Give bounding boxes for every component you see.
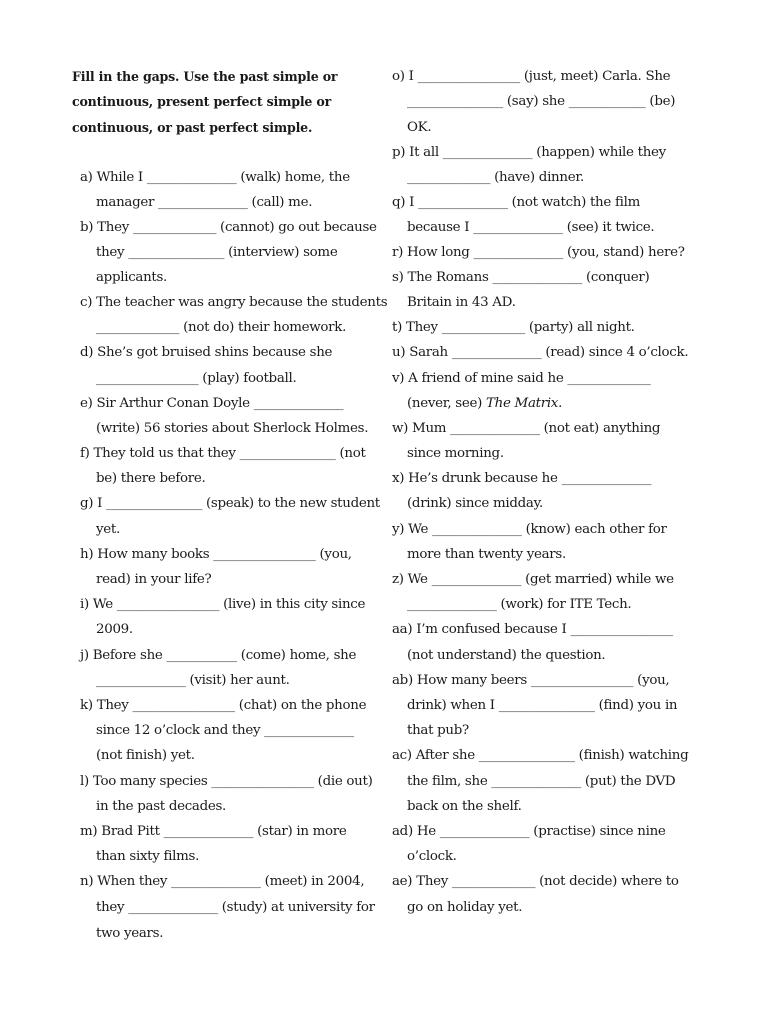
exercise-u-line-1: u) Sarah ______________ (read) since 4 o’clock. (392, 345, 689, 360)
exercise-o-line-2: _______________ (say) she ____________ (be) (407, 94, 676, 109)
exercise-t-line-1: t) They _____________ (party) all night. (392, 320, 635, 335)
exercise-a-line-2: manager ______________ (call) me. (96, 195, 313, 210)
exercise-p-line-2: _____________ (have) dinner. (407, 170, 584, 185)
exercise-g-line-2: yet. (96, 522, 120, 537)
instructions-line-1: Fill in the gaps. Use the past simple or (72, 69, 338, 84)
exercise-c-line-2: _____________ (not do) their homework. (96, 320, 347, 335)
exercise-ad-line-1: ad) He ______________ (practise) since nine (392, 824, 666, 839)
exercise-x-line-1: x) He’s drunk because he ______________ (392, 471, 652, 486)
exercise-e-line-2: (write) 56 stories about Sherlock Holmes. (96, 421, 369, 436)
exercise-y-line-2: more than twenty years. (407, 547, 566, 562)
exercise-q-line-2: because I ______________ (see) it twice. (407, 220, 655, 235)
exercise-b-line-2: they _______________ (interview) some (96, 245, 338, 260)
exercise-ab-line-3: that pub? (407, 723, 469, 738)
exercise-b-line-1: b) They _____________ (cannot) go out because (80, 220, 377, 235)
exercise-f-line-1: f) They told us that they _______________ (not (80, 446, 366, 461)
exercise-v-period: . (558, 396, 563, 411)
exercise-aa-line-2: (not understand) the question. (407, 648, 606, 663)
exercise-m-line-1: m) Brad Pitt ______________ (star) in more (80, 824, 347, 839)
exercise-s-line-1: s) The Romans ______________ (conquer) (392, 270, 650, 285)
exercise-ac-line-1: ac) After she _______________ (finish) watching (392, 748, 689, 763)
exercise-i-line-2: 2009. (96, 622, 133, 637)
exercise-k-line-1: k) They ________________ (chat) on the phone (80, 698, 367, 713)
exercise-h-line-2: read) in your life? (96, 572, 212, 587)
exercise-z-line-1: z) We ______________ (get married) while we (392, 572, 674, 587)
exercise-l-line-1: l) Too many species ________________ (die out) (80, 774, 373, 789)
exercise-d-line-2: ________________ (play) football. (96, 371, 297, 386)
exercise-ae-line-2: go on holiday yet. (407, 900, 523, 915)
exercise-q-line-1: q) I ______________ (not watch) the film (392, 195, 640, 210)
exercise-ad-line-2: o’clock. (407, 849, 457, 864)
exercise-a-line-1: a) While I ______________ (walk) home, the (80, 170, 350, 185)
exercise-aa-line-1: aa) I’m confused because I ________________ (392, 622, 673, 637)
exercise-v-line-1: v) A friend of mine said he _____________ (392, 371, 651, 386)
exercise-i-line-1: i) We ________________ (live) in this city since (80, 597, 366, 612)
exercise-v-line-2 (407, 394, 562, 414)
exercise-w-line-2: since morning. (407, 446, 504, 461)
exercise-f-line-2: be) there before. (96, 471, 206, 486)
exercise-ab-line-2: drink) when I _______________ (find) you in (407, 698, 678, 713)
exercise-d-line-1: d) She’s got bruised shins because she (80, 345, 333, 360)
instructions-line-2: continuous, present perfect simple or (72, 94, 332, 109)
exercise-ac-line-2: the film, she ______________ (put) the DVD (407, 774, 676, 789)
exercise-g-line-1: g) I _______________ (speak) to the new student (80, 496, 380, 511)
exercise-n-line-3: two years. (96, 926, 164, 941)
exercise-ae-line-1: ae) They _____________ (not decide) where to (392, 874, 679, 889)
exercise-c-line-1: c) The teacher was angry because the students (80, 295, 388, 310)
exercise-p-line-1: p) It all ______________ (happen) while they (392, 145, 666, 160)
instructions-line-3: continuous, or past perfect simple. (72, 120, 313, 135)
exercise-l-line-2: in the past decades. (96, 799, 227, 814)
exercise-o-line-1: o) I ________________ (just, meet) Carla. She (392, 69, 671, 84)
exercise-m-line-2: than sixty films. (96, 849, 200, 864)
exercise-ac-line-3: back on the shelf. (407, 799, 522, 814)
exercise-k-line-2: since 12 o’clock and they ______________ (96, 723, 354, 738)
exercise-o-line-3: OK. (407, 120, 432, 135)
exercise-e-line-1: e) Sir Arthur Conan Doyle ______________ (80, 396, 344, 411)
exercise-w-line-1: w) Mum ______________ (not eat) anything (392, 421, 661, 436)
exercise-ab-line-1: ab) How many beers ________________ (you, (392, 673, 670, 688)
exercise-j-line-1: j) Before she ___________ (come) home, she (80, 648, 357, 663)
exercise-v-text: (never, see) (407, 396, 487, 411)
exercise-h-line-1: h) How many books ________________ (you, (80, 547, 352, 562)
exercise-z-line-2: ______________ (work) for ITE Tech. (407, 597, 632, 612)
exercise-x-line-2: (drink) since midday. (407, 496, 544, 511)
exercise-y-line-1: y) We ______________ (know) each other for (392, 522, 667, 537)
exercise-r-line-1: r) How long ______________ (you, stand) here? (392, 245, 685, 260)
movie-title: The Matrix (486, 396, 559, 411)
exercise-n-line-2: they ______________ (study) at university for (96, 900, 375, 915)
exercise-b-line-3: applicants. (96, 270, 168, 285)
exercise-j-line-2: ______________ (visit) her aunt. (96, 673, 290, 688)
exercise-s-line-2: Britain in 43 AD. (407, 295, 516, 310)
exercise-k-line-3: (not finish) yet. (96, 748, 195, 763)
exercise-n-line-1: n) When they ______________ (meet) in 2004, (80, 874, 365, 889)
